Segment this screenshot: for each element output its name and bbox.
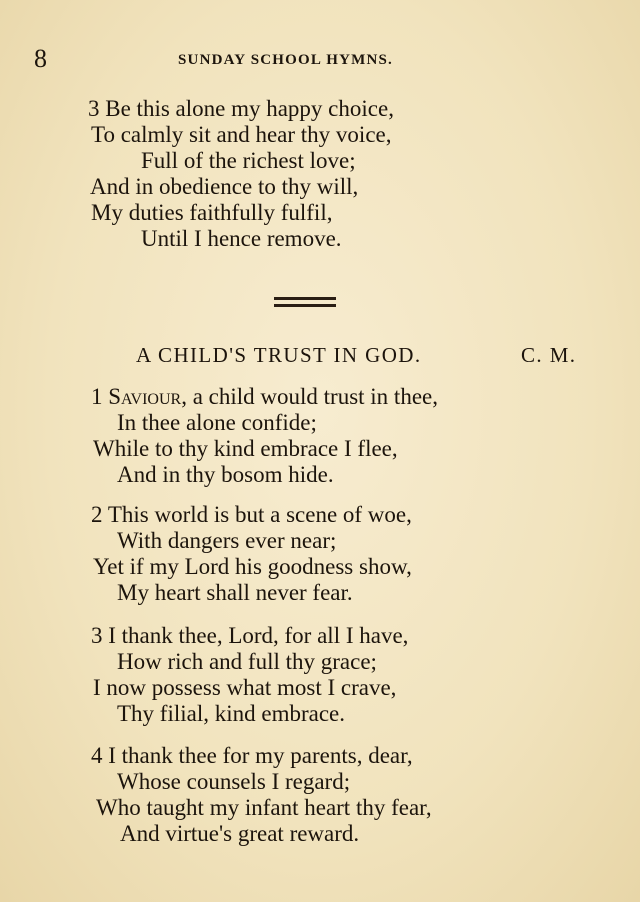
verse-line: With dangers ever near; [117,528,337,553]
divider-rule-bottom [274,304,336,307]
verse-line: And in thy bosom hide. [117,462,334,487]
verse-line: 2 This world is but a scene of woe, [91,502,412,527]
verse-line: While to thy kind embrace I flee, [93,436,398,461]
verse-line: Thy filial, kind embrace. [117,701,346,726]
verse-line: Whose counsels I regard; [117,769,351,794]
verse-line: Yet if my Lord his goodness show, [93,554,412,579]
verse-line: My duties faithfully fulfil, [91,200,333,225]
verse-line: My heart shall never fear. [117,580,353,605]
verse-line: I now possess what most I crave, [93,675,397,700]
divider-rule-top [274,297,336,300]
verse-line [91,384,438,410]
hymn-meter: C. M. [521,343,577,367]
stanza-first-word: Saviour [108,384,182,409]
hymn-title: A CHILD'S TRUST IN GOD. [136,343,422,367]
verse-line: Full of the richest love; [141,148,356,173]
verse-line: And in obedience to thy will, [90,174,359,199]
verse-line: 3 Be this alone my happy choice, [88,96,394,121]
verse-line: In thee alone confide; [117,410,317,435]
stanza-number: 1 [91,384,109,409]
verse-line: To calmly sit and hear thy voice, [91,122,392,147]
verse-line: Until I hence remove. [141,226,342,251]
verse-line: 3 I thank thee, Lord, for all I have, [91,623,409,648]
verse-line: 4 I thank thee for my parents, dear, [91,743,413,768]
running-head: SUNDAY SCHOOL HYMNS. [178,52,394,68]
verse-line: And virtue's great reward. [120,821,360,846]
verse-line: How rich and full thy grace; [117,649,377,674]
verse-line: Who taught my infant heart thy fear, [96,795,432,820]
page-number: 8 [34,44,47,73]
stanza-first-line-rest: , a child would trust in thee, [181,384,438,409]
